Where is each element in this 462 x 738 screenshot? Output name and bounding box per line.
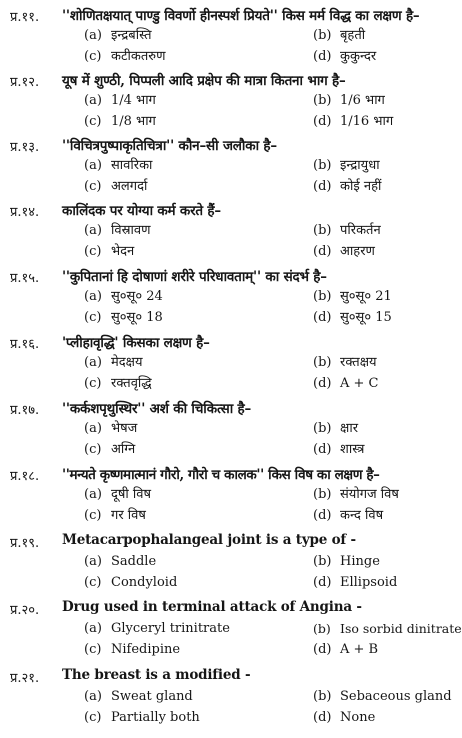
option-a: (a) भेषज [84,421,138,436]
option-a: (a) सावरिका [84,158,153,173]
option-a: (a) दूषी विष [84,487,152,502]
option-d: (d) A + B [313,642,379,657]
options [0,618,462,662]
question-number: प्र.२१. [10,671,40,686]
question-block [0,665,462,730]
question-number: प्र.१३. [10,140,40,155]
option-d: (d) शास्त्र [313,442,365,457]
options [0,352,462,396]
question-block [0,331,462,396]
question-number: प्र.१४. [10,205,40,220]
option-b: (b) Hinge [313,554,380,569]
option-a: (a) इन्द्रबस्ति [84,28,152,43]
question-text: यूष में शुण्ठी, पिप्पली आदि प्रक्षेप की मात्रा कितना भाग है– [62,73,346,89]
question-block [0,463,462,528]
option-c: (c) 1/8 भाग [84,114,156,129]
options [0,155,462,199]
option-b: (b) Sebaceous gland [313,689,452,704]
option-c: (c) Partially both [84,710,200,725]
question-block [0,265,462,330]
question-text: ''कुपितानां हि दोषाणां शरीरे परिधावताम्'' का संदर्भ है– [62,269,327,285]
question-text: कालिंदक पर योग्या कर्म करते हैं– [62,203,221,219]
option-c: (c) Condyloid [84,575,178,590]
question-line [0,199,462,220]
option-c: (c) भेदन [84,244,135,259]
question-block [0,397,462,462]
question-text: 'प्लीहावृद्धि' किसका लक्षण है– [62,335,210,351]
question-text: ''विचित्रपुष्पाकृतिचित्रा'' कौन–सी जलौका है– [62,138,277,154]
question-text: ''मन्यते कृष्णमात्मानं गौरो, गौरो च कालक'' किस विष का लक्षण है– [62,467,380,483]
question-number: प्र.११. [10,10,40,25]
option-d: (d) कोई नहीं [313,179,382,194]
option-a: (a) Saddle [84,554,157,569]
option-c: (c) गर विष [84,508,146,523]
question-number: प्र.१२. [10,75,40,90]
question-block [0,597,462,662]
option-b: (b) Iso sorbid dinitrate [313,621,462,636]
question-text: ''कर्कशपृथुस्थिर'' अर्श की चिकित्सा है– [62,401,252,417]
option-c: (c) कटीकतरुण [84,49,166,64]
question-number: प्र.१९. [10,536,40,551]
option-a: (a) विस्रावण [84,223,151,238]
options [0,686,462,730]
option-b: (b) रक्तक्षय [313,355,377,370]
question-line [0,665,462,686]
option-a: (a) सु०सू० 24 [84,289,163,304]
option-b: (b) परिकर्तन [313,223,381,238]
question-number: प्र.१५. [10,271,40,286]
question-text: Metacarpophalangeal joint is a type of - [62,532,356,548]
options [0,90,462,134]
option-d: (d) A + C [313,376,379,391]
question-text: ''शोणितक्षयात् पाण्डु विवर्णो हीनस्पर्श प्रियते'' किस मर्म विद्ध का लक्षण है– [62,8,420,24]
options [0,484,462,528]
options [0,25,462,69]
option-a: (a) Glyceryl trinitrate [84,621,230,636]
option-d: (d) None [313,710,376,725]
question-line [0,134,462,155]
option-b: (b) संयोगज विष [313,487,399,502]
question-line [0,463,462,484]
option-c: (c) अलगर्दा [84,179,148,194]
question-block [0,69,462,134]
options [0,286,462,330]
question-line [0,397,462,418]
option-c: (c) रक्तवृद्धि [84,376,152,391]
option-c: (c) Nifedipine [84,642,181,657]
option-d: (d) 1/16 भाग [313,114,394,129]
question-number: प्र.१८. [10,469,40,484]
question-text: Drug used in terminal attack of Angina - [62,599,362,615]
option-b: (b) सु०सू० 21 [313,289,392,304]
option-a: (a) 1/4 भाग [84,93,156,108]
options [0,418,462,462]
option-c: (c) अग्नि [84,442,136,457]
option-a: (a) Sweat gland [84,689,193,704]
option-b: (b) क्षार [313,421,359,436]
option-b: (b) बृहती [313,28,366,43]
question-number: प्र.२०. [10,603,40,618]
option-d: (d) सु०सू० 15 [313,310,392,325]
question-line [0,69,462,90]
option-d: (d) कुकुन्दर [313,49,377,64]
question-block [0,199,462,264]
option-b: (b) 1/6 भाग [313,93,385,108]
option-d: (d) Ellipsoid [313,575,398,590]
question-line [0,4,462,25]
question-number: प्र.१७. [10,403,40,418]
question-block [0,530,462,595]
question-number: प्र.१६. [10,337,40,352]
option-c: (c) सु०सू० 18 [84,310,163,325]
option-a: (a) मेदक्षय [84,355,143,370]
question-line [0,530,462,551]
question-line [0,331,462,352]
option-d: (d) आहरण [313,244,375,259]
question-line [0,597,462,618]
question-block [0,134,462,199]
question-line [0,265,462,286]
options [0,220,462,264]
option-d: (d) कन्द विष [313,508,384,523]
question-block [0,4,462,69]
option-b: (b) इन्द्रायुधा [313,158,380,173]
question-text: The breast is a modified - [62,667,251,683]
options [0,551,462,595]
